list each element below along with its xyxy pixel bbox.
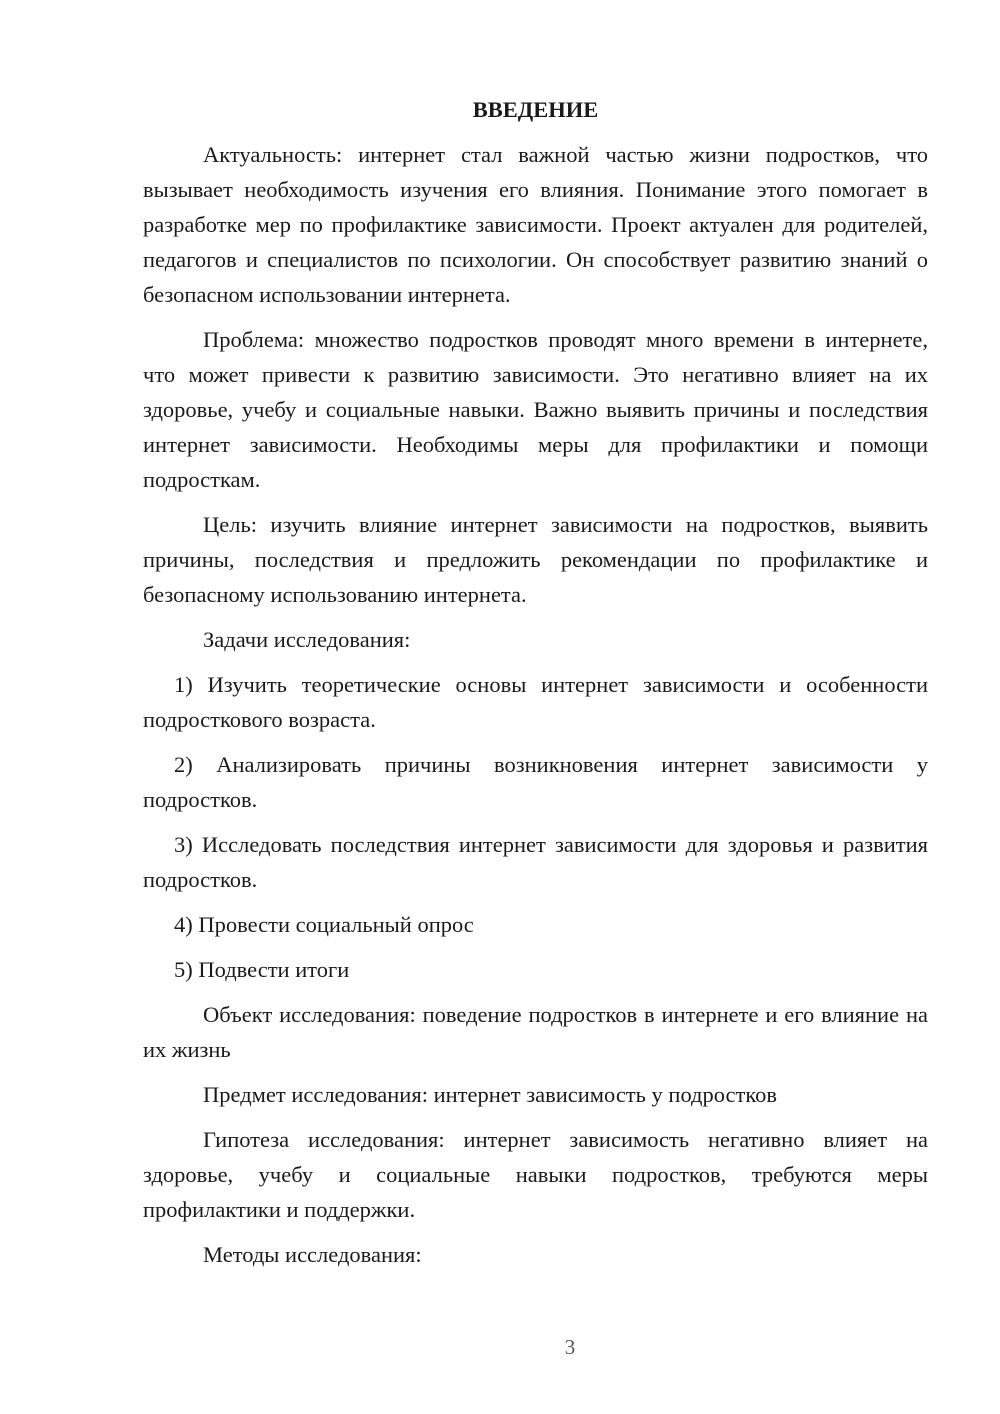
paragraph-goal: Цель: изучить влияние интернет зависимости на подростков, выявить причины, последствия и предложить рекомендации по профилактике и безопасному использованию интернета. — [143, 512, 928, 607]
page-number: 3 — [564, 1335, 576, 1359]
paragraph-problem: Проблема: множество подростков проводят много времени в интернете, что может привести к развитию зависимости. Это негативно влияет на их здоровье, учебу и социальные навыки. Важно выявить причины и последствия интернет зависимости. Необходимы меры для профилактики и помощи подросткам. — [143, 327, 928, 492]
task-item-3: 3) Исследовать последствия интернет зависимости для здоровья и развития подростков. — [143, 832, 928, 892]
document-page — [143, 92, 928, 1282]
paragraph-relevance: Актуальность: интернет стал важной частью жизни подростков, что вызывает необходимость изучения его влияния. Понимание этого помогает в разработке мер по профилактике зависимости. Проект актуален для родителей, педагогов и специалистов по психологии. Он способствует развитию знаний о безопасном использовании интернета. — [143, 142, 928, 307]
task-item-4: 4) Провести социальный опрос — [174, 912, 474, 937]
task-item-2: 2) Анализировать причины возникновения интернет зависимости у подростков. — [143, 752, 928, 812]
paragraph-subject: Предмет исследования: интернет зависимость у подростков — [203, 1082, 778, 1107]
section-title: ВВЕДЕНИЕ — [472, 97, 599, 122]
paragraph-hypothesis: Гипотеза исследования: интернет зависимость негативно влияет на здоровье, учебу и социальные навыки подростков, требуются меры профилактики и поддержки. — [143, 1127, 928, 1222]
task-item-5: 5) Подвести итоги — [174, 957, 350, 982]
paragraph-object: Объект исследования: поведение подростков в интернете и его влияние на их жизнь — [143, 1002, 928, 1062]
tasks-heading: Задачи исследования: — [203, 627, 411, 652]
task-item-1: 1) Изучить теоретические основы интернет зависимости и особенности подросткового возраста. — [143, 672, 928, 732]
methods-heading: Методы исследования: — [203, 1242, 422, 1267]
